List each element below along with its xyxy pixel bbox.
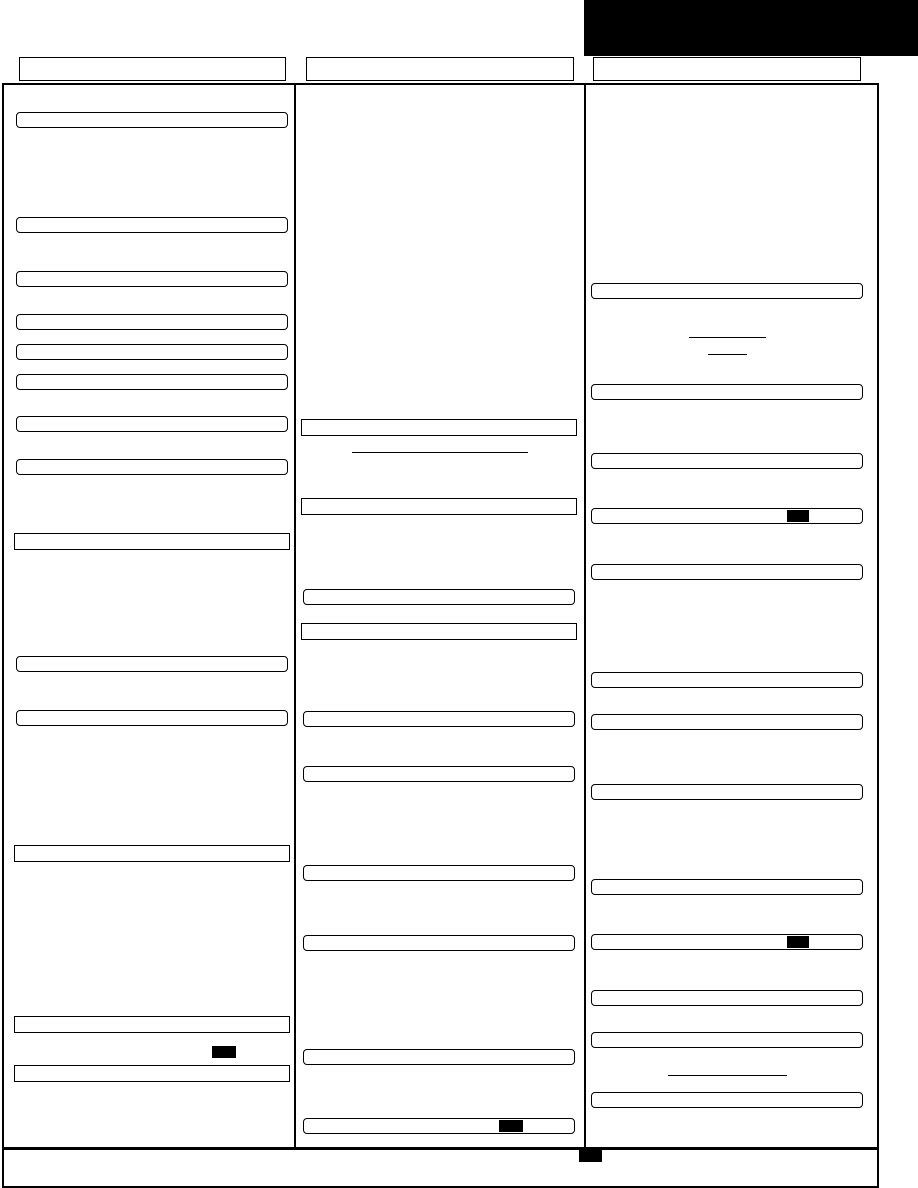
underline-rule [689, 337, 766, 338]
field-bar[interactable] [16, 656, 288, 672]
field-bar[interactable] [303, 711, 575, 727]
redaction-block [499, 1120, 523, 1132]
underline-rule [708, 354, 747, 355]
field-bar[interactable] [591, 1092, 863, 1108]
column-divider-1 [294, 84, 296, 1148]
field-bar[interactable] [303, 589, 575, 605]
section-bar [14, 1065, 290, 1082]
column-tab-3 [593, 57, 861, 81]
field-bar[interactable] [303, 766, 575, 782]
field-bar[interactable] [591, 508, 863, 524]
field-bar[interactable] [16, 217, 288, 233]
field-bar[interactable] [16, 344, 288, 360]
field-bar[interactable] [591, 784, 863, 800]
field-bar[interactable] [591, 934, 863, 950]
section-bar [14, 533, 290, 550]
field-bar[interactable] [591, 453, 863, 469]
field-bar[interactable] [16, 314, 288, 330]
header-block [584, 0, 918, 56]
field-bar[interactable] [591, 283, 863, 299]
field-bar[interactable] [16, 710, 288, 726]
redaction-block [787, 510, 809, 522]
redaction-block [579, 1150, 602, 1162]
section-bar [301, 498, 577, 515]
section-bar [301, 623, 577, 640]
field-bar[interactable] [591, 990, 863, 1006]
field-bar[interactable] [591, 1032, 863, 1048]
section-bar [14, 1016, 290, 1033]
field-bar[interactable] [591, 714, 863, 730]
column-divider-2 [584, 84, 586, 1148]
field-bar[interactable] [16, 374, 288, 390]
section-bar [14, 845, 290, 862]
field-bar[interactable] [591, 564, 863, 580]
field-bar[interactable] [16, 459, 288, 475]
footer-bar [2, 1148, 879, 1188]
field-bar[interactable] [303, 1118, 575, 1134]
column-tab-2 [306, 57, 574, 81]
field-bar[interactable] [303, 865, 575, 881]
field-bar[interactable] [591, 384, 863, 400]
underline-rule [352, 452, 528, 453]
field-bar[interactable] [591, 672, 863, 688]
redaction-block [212, 1046, 236, 1058]
redaction-block [787, 936, 809, 948]
field-bar[interactable] [303, 935, 575, 951]
field-bar[interactable] [303, 1049, 575, 1065]
field-bar[interactable] [591, 879, 863, 895]
field-bar[interactable] [16, 416, 288, 432]
column-tab-1 [19, 57, 286, 81]
field-bar[interactable] [16, 112, 288, 128]
underline-rule [668, 1075, 787, 1076]
section-bar [301, 419, 577, 436]
field-bar[interactable] [16, 271, 288, 287]
